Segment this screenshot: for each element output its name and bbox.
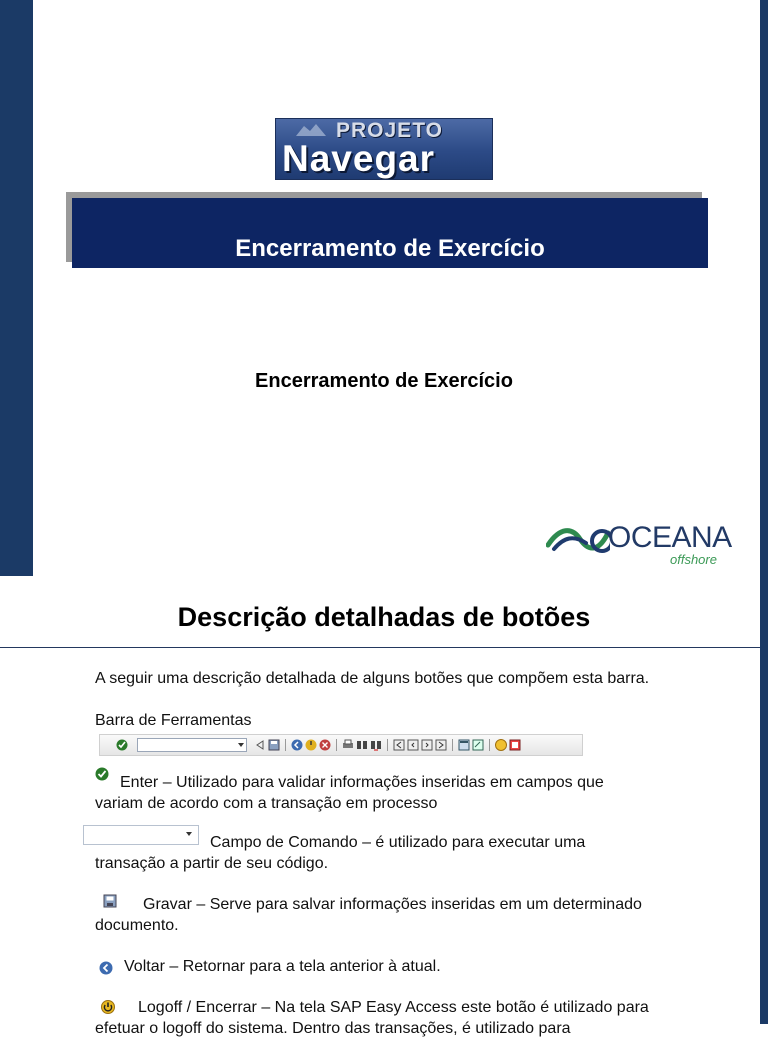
slide-heading: Descrição detalhadas de botões [177,602,591,632]
find-icon[interactable] [356,739,368,751]
command-field-description: Campo de Comando – é utilizado para executar uma transação a partir de seu código. [95,834,586,872]
logoff-description: Logoff / Encerrar – Na tela SAP Easy Access este botão é utilizado para efetuar o logoff do sistema. Dentro das transações, é utilizado para [95,999,649,1037]
save-disk-icon[interactable] [268,739,280,751]
chevron-down-icon [238,743,244,747]
back-triangle-icon[interactable] [254,739,266,751]
print-icon[interactable] [342,739,354,751]
back-arrow-icon[interactable] [291,739,303,751]
cancel-icon[interactable] [319,739,331,751]
shortcut-icon[interactable] [472,739,484,751]
sap-toolbar [99,734,583,756]
previous-page-icon[interactable] [407,739,419,751]
oceana-wave-icon [546,519,610,559]
buttons-description-slide [0,576,768,1037]
enter-description: Enter – Utilizado para validar informações inseridas em campos que variam de acordo com a transação em processo [95,774,604,812]
oceana-sub: offshore [670,552,717,567]
command-field[interactable] [137,738,247,752]
first-page-icon[interactable] [393,739,405,751]
toolbar-separator [387,739,388,751]
slide-subtitle: Encerramento de Exercício [255,370,513,392]
toolbar-separator [452,739,453,751]
left-accent-bar [0,0,33,576]
save-description: Gravar – Serve para salvar informações inseridas em um determinado documento. [95,896,642,934]
next-page-icon[interactable] [421,739,433,751]
toolbar-separator [336,739,337,751]
logo-bottom-text: Navegar [282,138,436,179]
right-accent-bar-2 [760,576,768,1024]
new-session-icon[interactable] [458,739,470,751]
oceana-word: OCEANA [608,521,732,554]
intro-paragraph: A seguir uma descrição detalhada de alguns botões que compõem esta barra. [95,670,650,687]
toolbar-label: Barra de Ferramentas [95,712,252,729]
help-icon[interactable] [495,739,507,751]
logoff-icon[interactable] [305,739,317,751]
toolbar-separator [285,739,286,751]
find-next-icon[interactable] [370,739,382,751]
enter-check-icon[interactable] [116,739,128,751]
logo-top-text: PROJETO [336,119,443,142]
title-banner [72,198,708,268]
right-accent-bar [760,0,768,576]
layout-menu-icon[interactable] [509,739,521,751]
toolbar-separator [489,739,490,751]
banner-title: Encerramento de Exercício [235,235,545,262]
last-page-icon[interactable] [435,739,447,751]
projeto-navegar-logo [275,118,493,180]
oceana-logo [546,515,746,571]
back-description: Voltar – Retornar para a tela anterior à atual. [124,958,441,975]
heading-divider [0,647,760,648]
